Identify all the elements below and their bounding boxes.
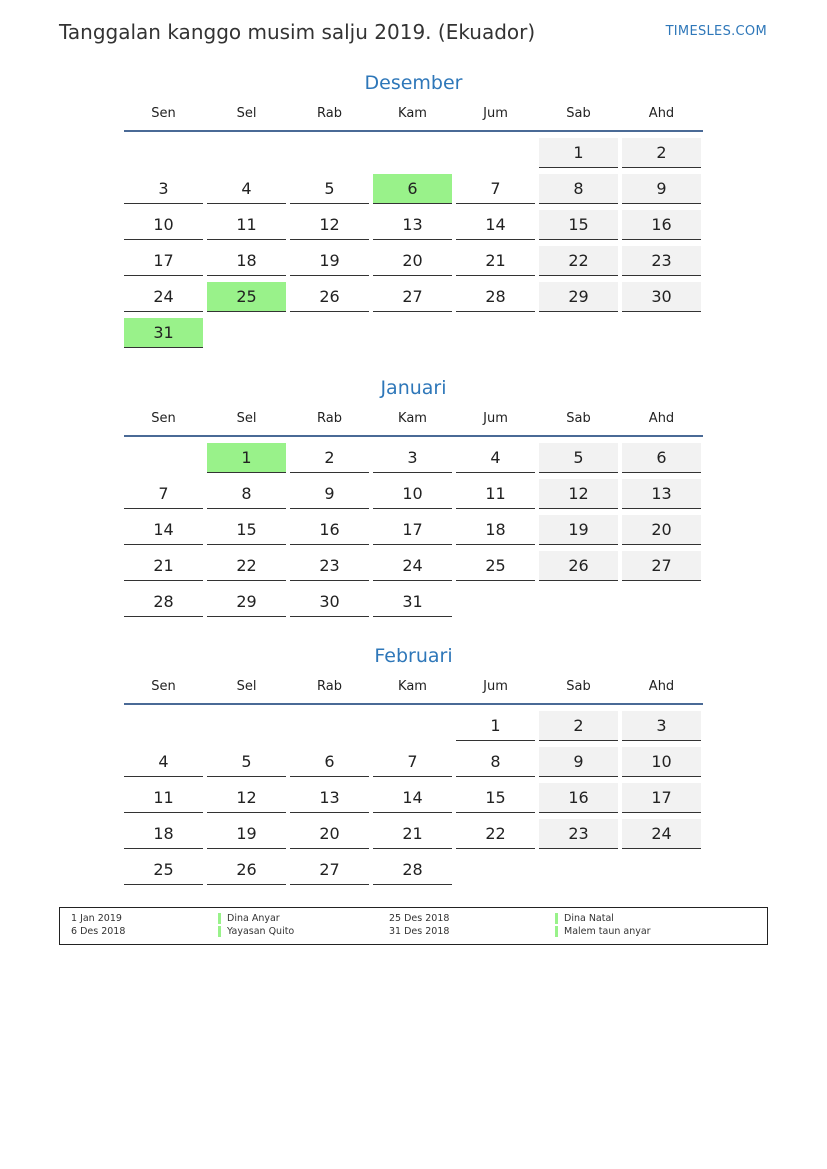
day-cell: 24 xyxy=(124,282,203,312)
empty-cell xyxy=(290,318,369,347)
week-row xyxy=(124,747,703,777)
weekday-label: Sen xyxy=(151,411,176,426)
weekday-label: Ahd xyxy=(648,106,675,121)
day-cell: 15 xyxy=(207,515,286,545)
weekday-label: Rab xyxy=(317,106,342,121)
day-cell: 17 xyxy=(124,246,203,276)
week-row xyxy=(124,783,703,813)
empty-cell xyxy=(124,138,203,167)
week-row xyxy=(124,443,703,473)
weekday-label: Jum xyxy=(483,679,508,694)
empty-cell xyxy=(539,587,618,616)
day-cell: 28 xyxy=(456,282,535,312)
day-cell: 30 xyxy=(622,282,701,312)
week-row xyxy=(124,318,703,348)
day-cell: 12 xyxy=(539,479,618,509)
week-row xyxy=(124,210,703,240)
week-row xyxy=(124,138,703,168)
empty-cell xyxy=(124,711,203,740)
weekday-label: Sab xyxy=(566,679,591,694)
day-cell: 23 xyxy=(622,246,701,276)
weekday-label: Ahd xyxy=(648,679,675,694)
weekday-label: Sab xyxy=(566,106,591,121)
day-cell: 27 xyxy=(622,551,701,581)
empty-cell xyxy=(373,138,452,167)
weekday-header xyxy=(124,411,703,437)
empty-cell xyxy=(207,711,286,740)
day-cell: 13 xyxy=(290,783,369,813)
day-cell: 19 xyxy=(539,515,618,545)
day-cell: 9 xyxy=(290,479,369,509)
day-cell: 6 xyxy=(622,443,701,473)
day-cell: 28 xyxy=(373,855,452,885)
holiday-legend xyxy=(59,907,768,945)
day-cell: 30 xyxy=(290,587,369,617)
empty-cell xyxy=(539,855,618,884)
month-january xyxy=(124,375,703,617)
legend-color-bar xyxy=(555,913,558,924)
day-cell: 20 xyxy=(290,819,369,849)
day-cell: 27 xyxy=(373,282,452,312)
day-cell: 10 xyxy=(373,479,452,509)
day-cell: 12 xyxy=(207,783,286,813)
day-cell: 13 xyxy=(373,210,452,240)
week-row xyxy=(124,282,703,312)
day-cell: 16 xyxy=(622,210,701,240)
day-cell: 4 xyxy=(124,747,203,777)
empty-cell xyxy=(456,587,535,616)
empty-cell xyxy=(456,138,535,167)
day-cell: 7 xyxy=(456,174,535,204)
week-row xyxy=(124,587,703,617)
legend-date: 6 Des 2018 xyxy=(71,926,126,937)
empty-cell xyxy=(622,855,701,884)
day-cell: 9 xyxy=(539,747,618,777)
weekday-label: Kam xyxy=(398,679,427,694)
day-cell: 1 xyxy=(207,443,286,473)
day-cell: 11 xyxy=(456,479,535,509)
day-cell: 10 xyxy=(622,747,701,777)
day-cell: 22 xyxy=(207,551,286,581)
day-cell: 14 xyxy=(373,783,452,813)
day-cell: 4 xyxy=(456,443,535,473)
legend-holiday-name: Dina Anyar xyxy=(227,913,280,924)
day-cell: 21 xyxy=(373,819,452,849)
empty-cell xyxy=(456,855,535,884)
week-row xyxy=(124,855,703,885)
day-cell: 3 xyxy=(622,711,701,741)
legend-color-bar xyxy=(218,926,221,937)
empty-cell xyxy=(456,318,535,347)
weekday-header xyxy=(124,679,703,705)
day-cell: 31 xyxy=(124,318,203,348)
empty-cell xyxy=(290,138,369,167)
day-cell: 7 xyxy=(373,747,452,777)
weekday-label: Sel xyxy=(236,106,257,121)
page-title: Tanggalan kanggo musim salju 2019. (Ekuador) xyxy=(59,20,536,44)
day-cell: 19 xyxy=(290,246,369,276)
day-cell: 15 xyxy=(539,210,618,240)
legend-date: 25 Des 2018 xyxy=(389,913,450,924)
day-cell: 10 xyxy=(124,210,203,240)
day-cell: 4 xyxy=(207,174,286,204)
weekday-label: Kam xyxy=(398,106,427,121)
day-cell: 7 xyxy=(124,479,203,509)
weekday-label: Sel xyxy=(236,411,257,426)
day-cell: 22 xyxy=(456,819,535,849)
empty-cell xyxy=(622,318,701,347)
day-cell: 25 xyxy=(124,855,203,885)
day-cell: 5 xyxy=(207,747,286,777)
day-cell: 6 xyxy=(290,747,369,777)
weekday-label: Rab xyxy=(317,679,342,694)
day-cell: 25 xyxy=(207,282,286,312)
day-cell: 23 xyxy=(290,551,369,581)
day-cell: 18 xyxy=(207,246,286,276)
week-row xyxy=(124,819,703,849)
day-cell: 14 xyxy=(456,210,535,240)
month-title: Desember xyxy=(364,72,463,94)
day-cell: 29 xyxy=(207,587,286,617)
empty-cell xyxy=(373,711,452,740)
week-row xyxy=(124,174,703,204)
day-cell: 5 xyxy=(539,443,618,473)
day-cell: 9 xyxy=(622,174,701,204)
week-row xyxy=(124,246,703,276)
day-cell: 25 xyxy=(456,551,535,581)
day-cell: 13 xyxy=(622,479,701,509)
day-cell: 8 xyxy=(456,747,535,777)
legend-holiday-name: Dina Natal xyxy=(564,913,614,924)
day-cell: 27 xyxy=(290,855,369,885)
day-cell: 21 xyxy=(124,551,203,581)
weekday-label: Jum xyxy=(483,106,508,121)
day-cell: 26 xyxy=(539,551,618,581)
day-cell: 31 xyxy=(373,587,452,617)
weekday-label: Kam xyxy=(398,411,427,426)
day-cell: 26 xyxy=(290,282,369,312)
day-cell: 12 xyxy=(290,210,369,240)
empty-cell xyxy=(373,318,452,347)
day-cell: 20 xyxy=(373,246,452,276)
legend-color-bar xyxy=(218,913,221,924)
week-row xyxy=(124,479,703,509)
day-cell: 17 xyxy=(622,783,701,813)
empty-cell xyxy=(207,138,286,167)
day-cell: 20 xyxy=(622,515,701,545)
week-row xyxy=(124,711,703,741)
weekday-label: Jum xyxy=(483,411,508,426)
day-cell: 29 xyxy=(539,282,618,312)
empty-cell xyxy=(622,587,701,616)
day-cell: 1 xyxy=(539,138,618,168)
weekday-label: Sen xyxy=(151,106,176,121)
day-cell: 8 xyxy=(207,479,286,509)
brand-link[interactable]: TIMESLES.COM xyxy=(665,24,767,39)
weekday-label: Ahd xyxy=(648,411,675,426)
weekday-label: Sel xyxy=(236,679,257,694)
day-cell: 14 xyxy=(124,515,203,545)
day-cell: 22 xyxy=(539,246,618,276)
day-cell: 1 xyxy=(456,711,535,741)
day-cell: 11 xyxy=(124,783,203,813)
empty-cell xyxy=(207,318,286,347)
empty-cell xyxy=(539,318,618,347)
day-cell: 3 xyxy=(373,443,452,473)
empty-cell xyxy=(290,711,369,740)
day-cell: 26 xyxy=(207,855,286,885)
day-cell: 11 xyxy=(207,210,286,240)
weekday-label: Sen xyxy=(151,679,176,694)
day-cell: 2 xyxy=(539,711,618,741)
legend-date: 1 Jan 2019 xyxy=(71,913,122,924)
day-cell: 2 xyxy=(290,443,369,473)
month-december xyxy=(124,70,703,348)
day-cell: 19 xyxy=(207,819,286,849)
month-february xyxy=(124,643,703,885)
day-cell: 3 xyxy=(124,174,203,204)
day-cell: 24 xyxy=(622,819,701,849)
legend-date: 31 Des 2018 xyxy=(389,926,450,937)
day-cell: 16 xyxy=(539,783,618,813)
day-cell: 15 xyxy=(456,783,535,813)
day-cell: 28 xyxy=(124,587,203,617)
day-cell: 2 xyxy=(622,138,701,168)
day-cell: 6 xyxy=(373,174,452,204)
day-cell: 16 xyxy=(290,515,369,545)
month-title: Januari xyxy=(380,377,447,399)
day-cell: 24 xyxy=(373,551,452,581)
legend-holiday-name: Malem taun anyar xyxy=(564,926,651,937)
week-row xyxy=(124,515,703,545)
legend-color-bar xyxy=(555,926,558,937)
day-cell: 8 xyxy=(539,174,618,204)
day-cell: 17 xyxy=(373,515,452,545)
month-title: Februari xyxy=(374,645,453,667)
day-cell: 21 xyxy=(456,246,535,276)
day-cell: 18 xyxy=(456,515,535,545)
day-cell: 23 xyxy=(539,819,618,849)
legend-holiday-name: Yayasan Quito xyxy=(227,926,295,937)
weekday-header xyxy=(124,106,703,132)
day-cell: 18 xyxy=(124,819,203,849)
empty-cell xyxy=(124,443,203,472)
weekday-label: Sab xyxy=(566,411,591,426)
week-row xyxy=(124,551,703,581)
weekday-label: Rab xyxy=(317,411,342,426)
day-cell: 5 xyxy=(290,174,369,204)
